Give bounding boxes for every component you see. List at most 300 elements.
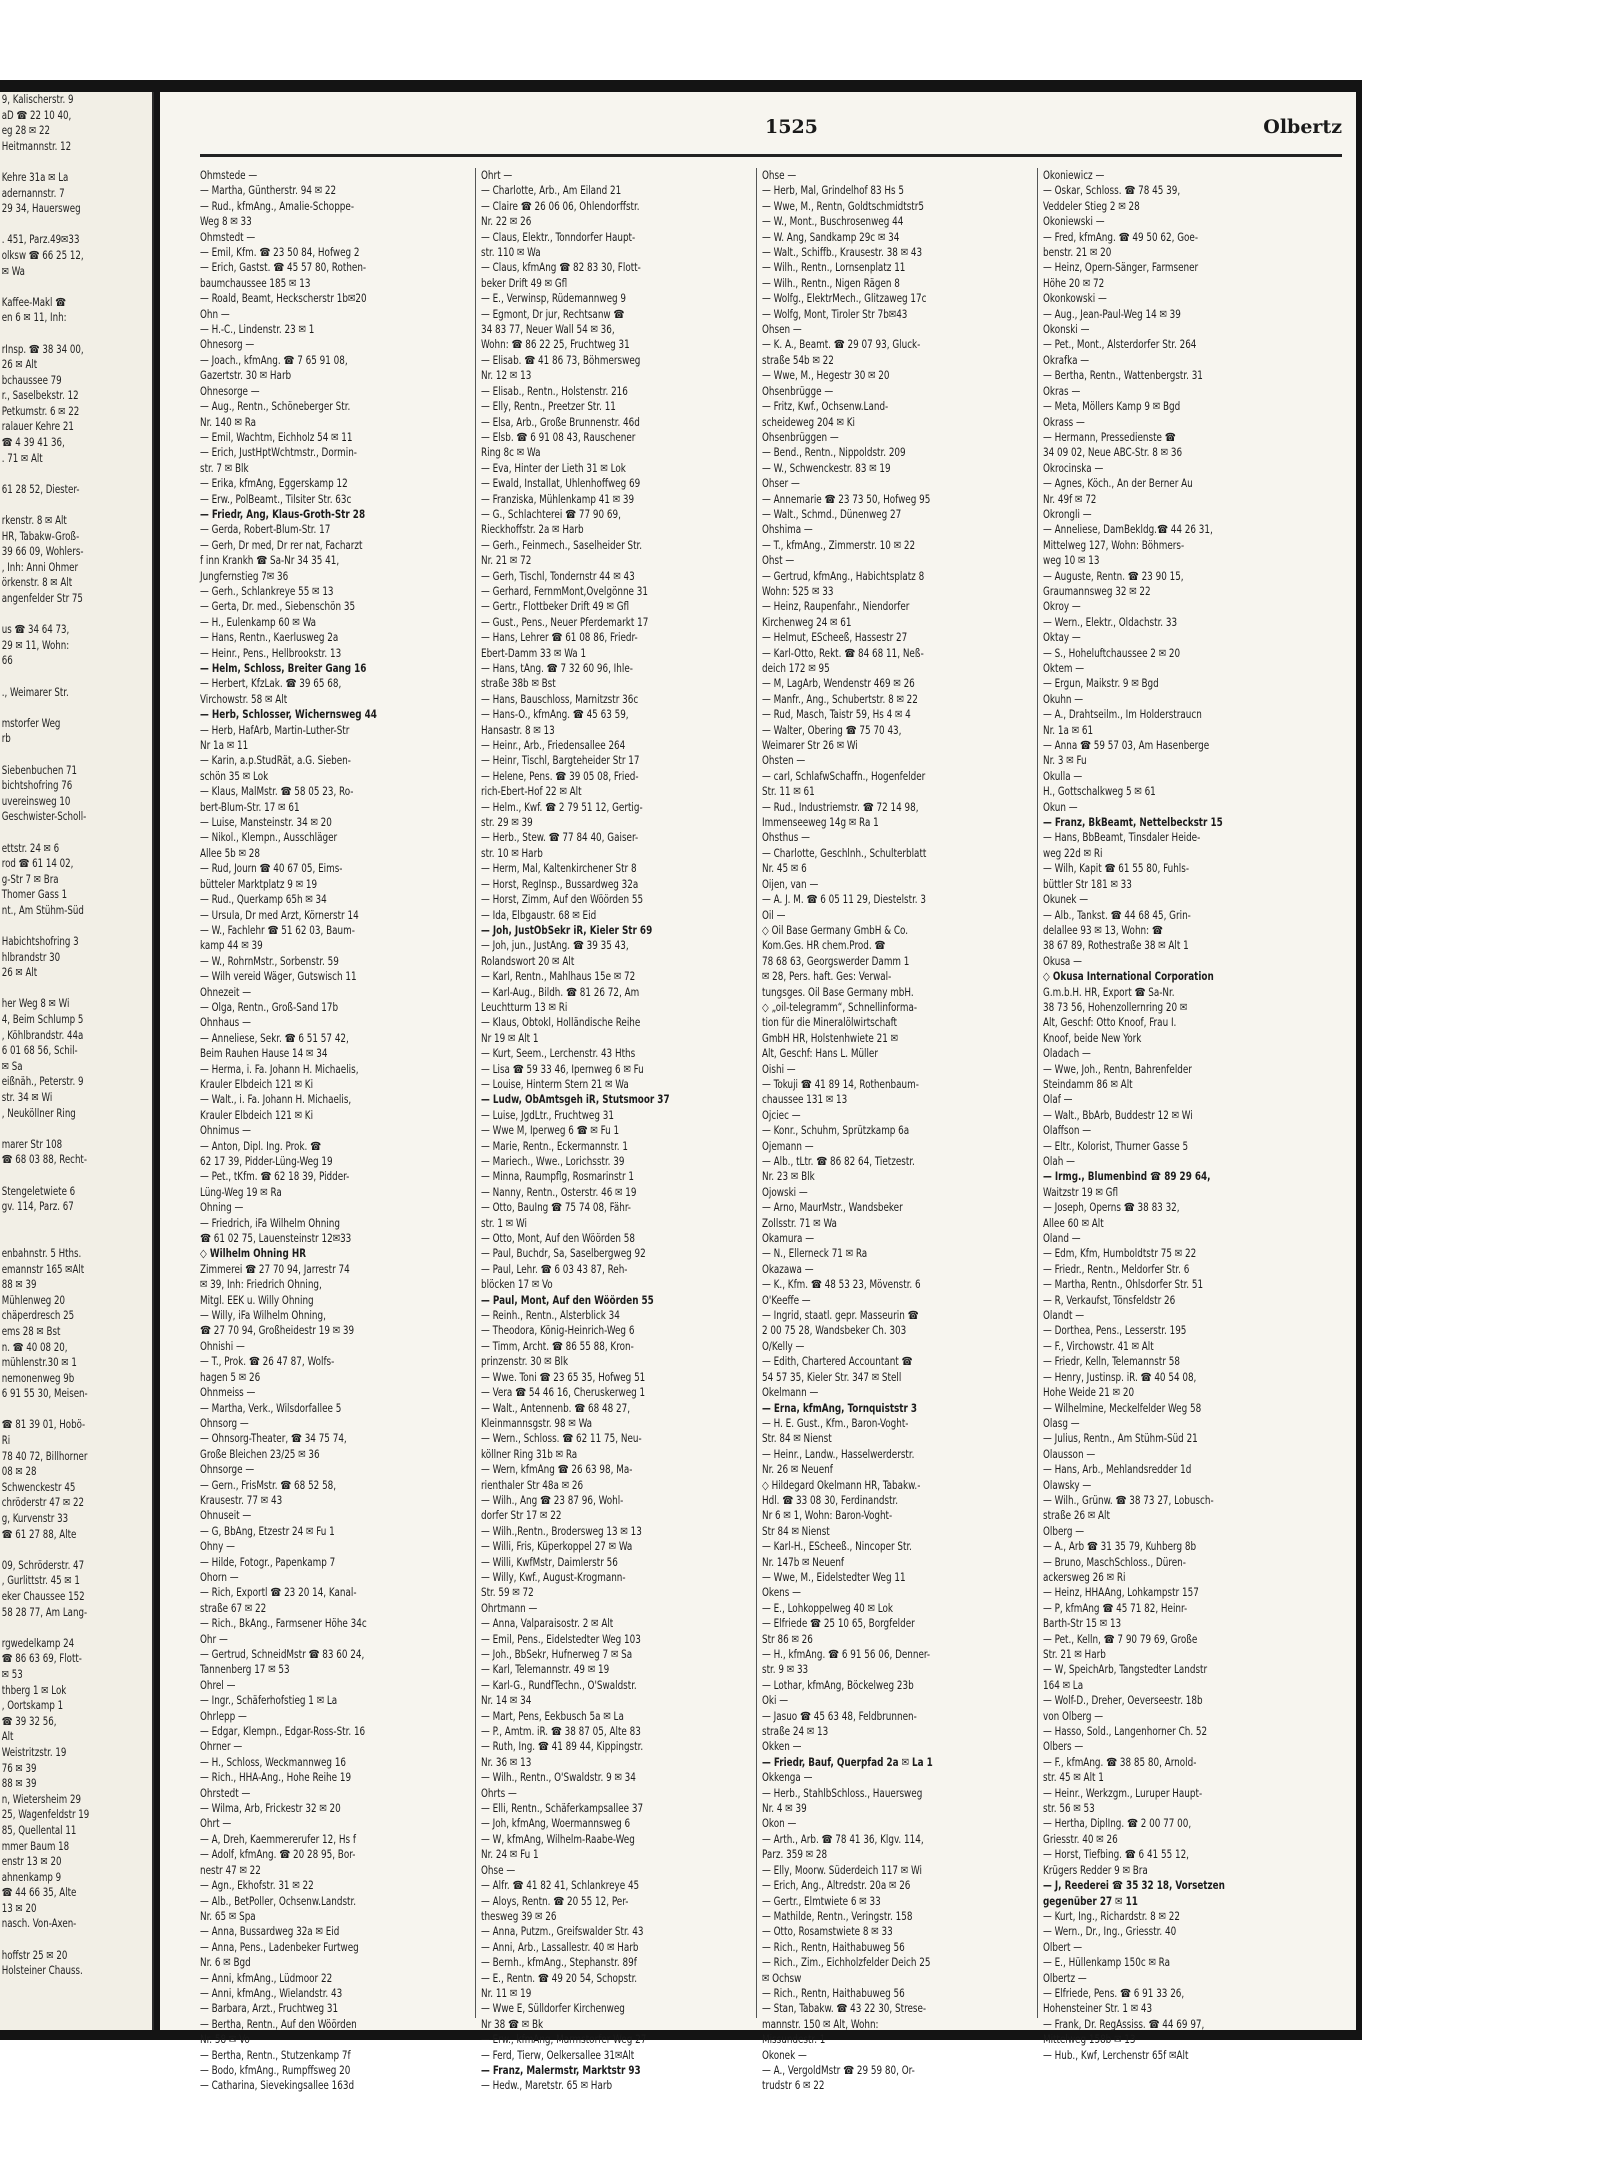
directory-entry: — Anna, Valparaisostr. 2 ✉ Alt <box>481 1616 614 1631</box>
directory-entry: Okroy — <box>1043 599 1081 614</box>
directory-entry: — Walt., Schiffb., Krausestr. 38 ✉ 43 <box>762 245 923 260</box>
directory-entry: — F., kfmAng. ☎ 38 85 80, Arnold- <box>1043 1754 1197 1769</box>
directory-entry: Ohny — <box>200 1539 235 1554</box>
directory-entry: Str 86 ✉ 26 <box>762 1631 813 1646</box>
directory-entry: bütteler Marktplatz 9 ✉ 19 <box>200 876 318 891</box>
directory-entry: — Gerda, Robert-Blum-Str. 17 <box>200 522 331 537</box>
directory-entry: — W, kfmAng, Wilhelm-Raabe-Weg <box>481 1831 635 1846</box>
directory-entry: — G, BbAng, Etzestr 24 ✉ Fu 1 <box>200 1523 335 1538</box>
directory-entry: rienthaler Str 48a ✉ 26 <box>481 1477 584 1492</box>
directory-entry: — Egmont, Dr jur, Rechtsanw ☎ <box>481 306 625 321</box>
directory-entry: — Elisab., Rentn., Holstenstr. 216 <box>481 383 628 398</box>
directory-entry: Str 84 ✉ Nienst <box>762 1523 830 1538</box>
left-page-line <box>0 1932 131 1948</box>
directory-entry: — Gerh, Dr med, Dr rer nat, Facharzt <box>200 537 363 552</box>
directory-entry: — Pet., Mont., Alsterdorfer Str. 264 <box>1043 337 1197 352</box>
left-page-line: ☎ 86 63 69, Flott- <box>1 1652 82 1666</box>
column-divider <box>756 168 757 2018</box>
left-page-line: ☎ 81 39 01, Hobö- <box>1 1418 86 1432</box>
left-page-line: g, Kurvenstr 33 <box>1 1512 69 1526</box>
left-page-line: nemonenweg 9b <box>1 1371 75 1385</box>
directory-entry: — Helm, Schloss, Breiter Gang 16 <box>200 661 367 675</box>
directory-entry: Okoniewicz — <box>1043 168 1105 182</box>
directory-entry: — Wwe, M., Hegestr 30 ✉ 20 <box>762 368 890 383</box>
directory-entry: Olawsky — <box>1043 1477 1092 1492</box>
directory-entry: Parz. 359 ✉ 28 <box>762 1847 828 1862</box>
directory-entry: benstr. 21 ✉ 20 <box>1043 245 1112 260</box>
directory-entry: str. 45 ✉ Alt 1 <box>1043 1770 1104 1785</box>
directory-entry: — Anneliese, Sekr. ☎ 6 51 57 42, <box>200 1030 349 1045</box>
directory-entry: — Elli, Rentn., Schäferkampsallee 37 <box>481 1801 644 1816</box>
directory-entry: ackersweg 26 ✉ Ri <box>1043 1569 1126 1584</box>
directory-entry: GmbH HR, Holstenhwiete 21 ✉ <box>762 1030 899 1045</box>
directory-entry: — Walt., BbArb, Buddestr 12 ✉ Wi <box>1043 1107 1193 1122</box>
directory-entry: — W., RohrnMstr., Sorbenstr. 59 <box>200 953 339 968</box>
directory-entry: Okonek — <box>762 2047 807 2062</box>
directory-entry: — Friedrich, iFa Wilhelm Ohning <box>200 1215 340 1230</box>
directory-entry: Okun — <box>1043 799 1078 814</box>
directory-entry: Waitzstr 19 ✉ Gfl <box>1043 1184 1119 1199</box>
directory-entry: — Walter, Obering ☎ 75 70 43, <box>762 722 902 737</box>
left-page-line: , Neuköllner Ring <box>1 1106 76 1120</box>
directory-entry: Oladach — <box>1043 1046 1091 1061</box>
directory-entry: Oil — <box>762 907 786 922</box>
directory-entry: Immenseeweg 14g ✉ Ra 1 <box>762 815 879 830</box>
directory-entry: — M, LagArb, Wendenstr 469 ✉ 26 <box>762 676 915 691</box>
left-page-line: rod ☎ 61 14 02, <box>1 857 74 871</box>
left-page-line: adernannstr. 7 <box>1 186 65 200</box>
column-3 <box>762 168 1030 2093</box>
directory-entry: — Karl-Otto, Rekt. ☎ 84 68 11, Neß- <box>762 645 924 660</box>
directory-entry: — Marie, Rentn., Eckermannstr. 1 <box>481 1138 629 1153</box>
directory-entry: Allee 5b ✉ 28 <box>200 845 260 860</box>
directory-entry: rich-Ebert-Hof 22 ✉ Alt <box>481 784 582 799</box>
left-page-line: 26 ✉ Alt <box>1 966 38 980</box>
left-page-line: n, Wietersheim 29 <box>1 1792 81 1806</box>
directory-entry: Mitgl. EEK u. Willy Ohning <box>200 1292 314 1307</box>
column-divider <box>475 168 476 2018</box>
directory-entry: — Rich., Rentn, Haithabuweg 56 <box>762 1985 905 2000</box>
directory-entry: — Hans-O., kfmAng. ☎ 45 63 59, <box>481 707 629 722</box>
directory-entry: Griesstr. 40 ✉ 26 <box>1043 1831 1118 1846</box>
directory-entry: Nr. 24 ✉ Fu 1 <box>481 1847 539 1862</box>
left-page-line: ettstr. 24 ✉ 6 <box>1 841 60 855</box>
directory-entry: — Karl, Rentn., Mahlhaus 15e ✉ 72 <box>481 969 636 984</box>
left-page-line: Weistritzstr. 19 <box>1 1745 67 1759</box>
directory-entry: — Wilh., Rentn., Lornsenplatz 11 <box>762 260 906 275</box>
directory-entry: — S., Hoheluftchaussee 2 ✉ 20 <box>1043 645 1181 660</box>
left-page-line <box>0 1402 131 1418</box>
left-page-line: 39 66 09, Wohlers- <box>1 545 84 559</box>
directory-entry: — Emil, Wachtm, Eichholz 54 ✉ 11 <box>200 429 353 444</box>
left-page-line: ralauer Kehre 21 <box>1 420 74 434</box>
directory-entry: — Luise, JgdLtr., Fruchtweg 31 <box>481 1107 614 1122</box>
directory-entry: Nr. 14 ✉ 34 <box>481 1693 532 1708</box>
directory-entry: straße 54b ✉ 22 <box>762 352 834 367</box>
directory-entry: nestr 47 ✉ 22 <box>200 1862 261 1877</box>
directory-entry: — W. Ang, Sandkamp 29c ✉ 34 <box>762 229 900 244</box>
directory-entry: — Elfriede, Pens. ☎ 6 91 33 26, <box>1043 1985 1185 2000</box>
directory-entry: Mittelweg 127, Wohn: Böhmers- <box>1043 537 1185 552</box>
directory-entry: — Herm, Mal, Kaltenkirchener Str 8 <box>481 861 637 876</box>
directory-entry: Ohnhaus — <box>200 1015 251 1030</box>
directory-entry: Okens — <box>762 1585 801 1600</box>
directory-entry: Beim Rauhen Hause 14 ✉ 34 <box>200 1046 328 1061</box>
directory-entry: Nr 6 ✉ 1, Wohn: Baron-Voght- <box>762 1508 893 1523</box>
directory-entry: — Dorthea, Pens., Lesserstr. 195 <box>1043 1323 1187 1338</box>
directory-entry: Ohnishi — <box>200 1338 245 1353</box>
directory-entry: thesweg 39 ✉ 26 <box>481 1908 557 1923</box>
directory-entry: Nr. 11 ✉ 19 <box>481 1985 532 2000</box>
left-page-line <box>0 1168 131 1184</box>
left-page-line: ☎ 39 32 56, <box>1 1714 57 1728</box>
directory-entry: Nr. 65 ✉ Spa <box>200 1908 256 1923</box>
directory-entry: ◇ Hildegard Okelmann HR, Tabakw.- <box>762 1477 921 1492</box>
directory-entry: — Gerta, Dr. med., Siebenschön 35 <box>200 599 356 614</box>
directory-entry: Ohrt — <box>200 1816 232 1831</box>
left-page-line: 4, Beim Schlump 5 <box>1 1013 84 1027</box>
directory-entry: chaussee 131 ✉ 13 <box>762 1092 848 1107</box>
left-page-line: 6 91 55 30, Meisen- <box>1 1387 88 1401</box>
directory-entry: tion für die Mineralölwirtschaft <box>762 1015 897 1030</box>
directory-entry: — Eltr., Kolorist, Thurner Gasse 5 <box>1043 1138 1189 1153</box>
left-page-line <box>0 918 131 934</box>
directory-entry: — Hans, Lehrer ☎ 61 08 86, Friedr- <box>481 630 638 645</box>
directory-entry: Ohst — <box>762 553 795 568</box>
left-page-line: enbahnstr. 5 Hths. <box>1 1246 82 1260</box>
directory-entry: — Gerhard, FernmMont,Ovelgönne 31 <box>481 583 648 598</box>
directory-entry: — E., Hüllenkamp 150c ✉ Ra <box>1043 1955 1170 1970</box>
directory-entry: — Klaus, MalMstr. ☎ 58 05 23, Ro- <box>200 784 354 799</box>
directory-entry: — Herbert, KfzLak. ☎ 39 65 68, <box>200 676 342 691</box>
directory-entry: — Irmg., Blumenbind ☎ 89 29 64, <box>1043 1169 1211 1184</box>
directory-entry: — Anna ☎ 59 57 03, Am Hasenberge <box>1043 738 1210 753</box>
directory-entry: Alt, Geschf: Otto Knoof, Frau I. <box>1043 1015 1177 1030</box>
left-page-line: ahnenkamp 9 <box>1 1870 62 1884</box>
directory-entry: 62 17 39, Pidder-Lüng-Weg 19 <box>200 1154 333 1168</box>
left-page-line: 66 <box>1 654 13 668</box>
left-page-line: chröderstr 47 ✉ 22 <box>1 1496 84 1510</box>
page-running-head: Olbertz <box>1263 116 1342 138</box>
left-page-line: ☎ 44 66 35, Alte <box>1 1886 77 1900</box>
directory-entry: — Ludw, ObAmtsgeh iR, Stutsmoor 37 <box>481 1092 670 1107</box>
directory-entry: — A, Dreh, Kaemmererufer 12, Hs f <box>200 1831 356 1846</box>
directory-entry: — Klaus, Obtokl, Holländische Reihe <box>481 1015 641 1030</box>
directory-entry: Ohorn — <box>200 1569 239 1584</box>
directory-entry: — Alfr. ☎ 41 82 41, Schlankreye 45 <box>481 1878 640 1893</box>
left-page-line: eißnäh., Peterstr. 9 <box>1 1075 84 1089</box>
left-page-line: Thomer Gass 1 <box>1 888 68 902</box>
left-page-line: 08 ✉ 28 <box>1 1465 37 1479</box>
directory-entry: — Wilh, Kapit ☎ 61 55 80, Fuhls- <box>1043 861 1190 876</box>
directory-entry: Krauler Elbdeich 121 ✉ Ki <box>200 1076 314 1091</box>
directory-entry: Hohensteiner Str. 1 ✉ 43 <box>1043 2001 1153 2016</box>
directory-entry: straße 38b ✉ Bst <box>481 676 556 691</box>
directory-entry: Nr. 1a ✉ 61 <box>1043 722 1094 737</box>
left-page-line: olksw ☎ 66 25 12, <box>1 248 84 262</box>
directory-entry: — Hans, Rentn., Kaerlusweg 2a <box>200 630 339 645</box>
directory-entry: — Roald, Beamt, Heckscherstr 1b✉20 <box>200 291 367 306</box>
directory-entry: Ohning — <box>200 1200 244 1215</box>
column-1 <box>200 168 468 2093</box>
directory-entry: — Hasso, Sold., Langenhorner Ch. 52 <box>1043 1724 1208 1739</box>
directory-entry: Ohnesorg — <box>200 337 255 352</box>
directory-entry: — Walt., Antennenb. ☎ 68 48 27, <box>481 1400 631 1415</box>
directory-entry: — carl, SchlafwSchaffn., Hogenfelder <box>762 768 926 783</box>
directory-entry: Ohr — <box>200 1631 228 1646</box>
directory-entry: Okazawa — <box>762 1261 814 1276</box>
directory-entry: Ojowski — <box>762 1184 808 1199</box>
directory-entry: — Wwe M, Iperweg 6 ☎ ✉ Fu 1 <box>481 1123 620 1138</box>
directory-entry: Rolandswort 20 ✉ Alt <box>481 953 575 968</box>
directory-entry: Okrass — <box>1043 414 1085 429</box>
directory-entry: Okoniewski — <box>1043 214 1105 229</box>
directory-entry: — Helm., Kwf. ☎ 2 79 51 12, Gertig- <box>481 799 643 814</box>
directory-entry: Ohnsorg — <box>200 1415 249 1430</box>
directory-entry: — Pet., tKfm. ☎ 62 18 39, Pidder- <box>200 1169 350 1184</box>
directory-entry: — W., Mont., Buschrosenweg 44 <box>762 214 904 229</box>
directory-entry: Ohnimus — <box>200 1123 251 1138</box>
directory-entry: Ebert-Damm 33 ✉ Wa 1 <box>481 645 587 660</box>
directory-entry: Ohsten — <box>762 753 806 768</box>
directory-entry: — Anton, Dipl. Ing. Prok. ☎ <box>200 1138 322 1153</box>
directory-entry: Okamura — <box>762 1231 815 1246</box>
left-page-line: ✉ Wa <box>1 264 25 278</box>
directory-entry: — Wolfg., ElektrMech., Glitzaweg 17c <box>762 291 927 306</box>
left-page-line: Mühlenweg 20 <box>1 1293 66 1307</box>
directory-entry: Okkenga — <box>762 1770 813 1785</box>
directory-entry: prinzenstr. 30 ✉ Blk <box>481 1354 569 1369</box>
directory-entry: — Wilh., Rentn., O'Swaldstr. 9 ✉ 34 <box>481 1770 636 1785</box>
directory-entry: — Timm, Archt. ☎ 86 55 88, Kron- <box>481 1338 634 1353</box>
directory-entry: — Ingrid, staatl. gepr. Masseurin ☎ <box>762 1308 919 1323</box>
directory-entry: — Rich., Zim., Eichholzfelder Deich 25 <box>762 1955 931 1970</box>
directory-entry: — Wwe, Joh., Rentn, Bahrenfelder <box>1043 1061 1192 1076</box>
left-page-line: Holsteiner Chauss. <box>1 1964 83 1978</box>
left-page-line: 88 ✉ 39 <box>1 1777 37 1791</box>
left-page-line <box>0 825 131 841</box>
left-page-line <box>0 497 131 513</box>
directory-entry: — Heinr., Landw., Hasselwerderstr. <box>762 1446 915 1461</box>
directory-entry: Olbert — <box>1043 1939 1083 1954</box>
directory-entry: Höhe 20 ✉ 72 <box>1043 275 1105 290</box>
directory-entry: — Bruno, MaschSchloss., Düren- <box>1043 1554 1186 1569</box>
left-page-line: gv. 114, Parz. 67 <box>1 1200 74 1214</box>
directory-entry: Ohnmeiss — <box>200 1385 256 1400</box>
directory-entry: weg 22d ✉ Ri <box>1043 845 1103 860</box>
directory-entry: — Horst, Tiefbing. ☎ 6 41 55 12, <box>1043 1847 1189 1862</box>
directory-entry: — Wilma, Arb, Frickestr 32 ✉ 20 <box>200 1801 341 1816</box>
directory-entry: Ohmstedt — <box>200 229 256 244</box>
directory-entry: 54 57 35, Kieler Str. 347 ✉ Stell <box>762 1369 902 1384</box>
directory-entry: — Joseph, Operns ☎ 38 83 32, <box>1043 1200 1180 1215</box>
left-page-line <box>0 217 131 233</box>
directory-entry: — Erich, JustHptWchtmstr., Dormin- <box>200 445 357 460</box>
directory-entry: — Heinr., Pens., Hellbrookstr. 13 <box>200 645 342 660</box>
directory-entry: Oktem — <box>1043 661 1085 675</box>
directory-entry: — Claire ☎ 26 06 06, Ohlendorffstr. <box>481 198 640 213</box>
directory-entry: — Gertrud, SchneidMstr ☎ 83 60 24, <box>200 1647 365 1661</box>
directory-entry: — H., Eulenkamp 60 ✉ Wa <box>200 614 317 629</box>
directory-entry: ☎ 27 70 94, Großheidestr 19 ✉ 39 <box>200 1323 355 1338</box>
directory-entry: — Lothar, kfmAng, Böckelweg 23b <box>762 1677 914 1692</box>
left-page-line: 61 28 52, Diester- <box>1 482 80 496</box>
directory-entry: Olah — <box>1043 1154 1075 1168</box>
directory-entry: Nr 19 ✉ Alt 1 <box>481 1030 539 1045</box>
directory-entry: — Agnes, Köch., An der Berner Au <box>1043 476 1193 491</box>
directory-entry: — G., Schlachterei ☎ 77 90 69, <box>481 506 621 521</box>
directory-entry: str. 9 ✉ 33 <box>762 1662 809 1677</box>
directory-entry: straße 26 ✉ Alt <box>1043 1508 1110 1523</box>
directory-entry: Leuchtturm 13 ✉ Ri <box>481 999 568 1014</box>
left-page-line: , Gurlittstr. 45 ✉ 1 <box>1 1574 80 1588</box>
directory-entry: ✉ 39, Inh: Friedrich Ohning, <box>200 1277 322 1292</box>
directory-entry: ◇ „oil-telegramm“, Schnellinforma- <box>762 999 918 1014</box>
directory-entry: Ohsenbrügge — <box>762 383 834 398</box>
directory-entry: — Otto, Rosamstwiete 8 ✉ 33 <box>762 1924 893 1939</box>
directory-entry: Krausestr. 77 ✉ 43 <box>200 1492 283 1507</box>
directory-entry: büttler Str 181 ✉ 33 <box>1043 876 1132 891</box>
directory-entry: — Erich, Gastst. ☎ 45 57 80, Rothen- <box>200 260 367 275</box>
directory-entry: — Wwe, M., Eidelstedter Weg 11 <box>762 1569 906 1584</box>
directory-entry: Veddeler Stieg 2 ✉ 28 <box>1043 198 1140 213</box>
directory-entry: Mittelweg 158b ✉ 13 <box>1043 2032 1136 2047</box>
directory-entry: — Anni, Arb., Lassallestr. 40 ✉ Harb <box>481 1939 639 1954</box>
left-page-line: n. ☎ 40 08 20, <box>1 1340 68 1354</box>
directory-entry: — Rud., kfmAng., Amalie-Schoppe- <box>200 198 355 213</box>
directory-entry: — A., VergoldMstr ☎ 29 59 80, Or- <box>762 2062 915 2077</box>
directory-entry: — Ruth, Ing. ☎ 41 89 44, Kippingstr. <box>481 1739 644 1754</box>
directory-entry: — Wern., Schloss. ☎ 62 11 75, Neu- <box>481 1431 642 1446</box>
directory-entry: Olbers — <box>1043 1739 1084 1754</box>
left-page-line: nasch. Von-Axen- <box>1 1917 77 1931</box>
directory-entry: weg 10 ✉ 13 <box>1043 553 1100 568</box>
directory-entry: — Bodo, kfmAng., Rumpffsweg 20 <box>200 2062 351 2077</box>
directory-entry: — Frank, Dr. RegAssiss. ☎ 44 69 97, <box>1043 2016 1205 2031</box>
directory-entry: — Hilde, Fotogr., Papenkamp 7 <box>200 1554 336 1569</box>
left-page-line: enstr 13 ✉ 20 <box>1 1855 62 1869</box>
left-page-line: ems 28 ✉ Bst <box>1 1324 61 1338</box>
left-page-line: ☎ 4 39 41 36, <box>1 436 65 450</box>
directory-entry: f inn Krankh ☎ Sa-Nr 34 35 41, <box>200 553 340 568</box>
left-page-line: hlbrandstr 30 <box>1 950 61 964</box>
directory-entry: schön 35 ✉ Lok <box>200 768 269 783</box>
directory-entry: — Lisa ☎ 59 33 46, Ipernweg 6 ✉ Fu <box>481 1061 644 1076</box>
directory-entry: — Kurt, Ing., Richardstr. 8 ✉ 22 <box>1043 1908 1180 1923</box>
directory-entry: — Wwe. Toni ☎ 23 65 35, Hofweg 51 <box>481 1369 646 1384</box>
directory-entry: Hdl. ☎ 33 08 30, Ferdinandstr. <box>762 1492 899 1507</box>
left-page-line: Kaffee-Makl ☎ <box>1 295 66 309</box>
directory-entry: — Adolf, kfmAng. ☎ 20 28 95, Bor- <box>200 1847 356 1862</box>
directory-entry: Ohse — <box>762 168 797 182</box>
left-page-line: bchaussee 79 <box>1 373 62 387</box>
left-page-line <box>0 466 131 482</box>
directory-entry: — Heinr., Werkzgm., Luruper Haupt- <box>1043 1785 1203 1800</box>
directory-entry: — Ursula, Dr med Arzt, Körnerstr 14 <box>200 907 359 922</box>
column-4 <box>1043 168 1311 2062</box>
directory-entry: — Friedr, Ang, Klaus-Groth-Str 28 <box>200 506 366 521</box>
directory-entry: str. 29 ✉ 39 <box>481 815 533 830</box>
directory-entry: Okelmann — <box>762 1385 819 1400</box>
left-page-line: uvereinsweg 10 <box>1 794 71 808</box>
directory-entry: — Karl-G., RundfTechn., O'Swaldstr. <box>481 1677 637 1692</box>
left-page-line <box>0 669 131 685</box>
directory-entry: — Wwe, M., Rentn, Goldtschmidtstr5 <box>762 198 924 213</box>
directory-entry: — Mariech., Wwe., Lorichsstr. 39 <box>481 1154 625 1168</box>
directory-entry: Krügers Redder 9 ✉ Bra <box>1043 1862 1148 1877</box>
left-page-line: g-Str 7 ✉ Bra <box>1 872 59 886</box>
directory-entry: mannstr. 150 ✉ Alt, Wohn: <box>762 2016 879 2031</box>
directory-entry: ◇ Oil Base Germany GmbH & Co. <box>762 922 909 937</box>
directory-entry: Ohmstede — <box>200 168 258 182</box>
directory-entry: Okulla — <box>1043 768 1083 783</box>
directory-entry: 34 83 77, Neuer Wall 54 ✉ 36, <box>481 322 615 337</box>
directory-entry: — J, Reederei ☎ 35 32 18, Vorsetzen <box>1043 1878 1225 1893</box>
left-page-line: 09, Schröderstr. 47 <box>1 1558 85 1572</box>
directory-entry: hagen 5 ✉ 26 <box>200 1369 261 1384</box>
directory-entry: 78 68 63, Georgswerder Damm 1 <box>762 953 910 968</box>
directory-entry: — Willy, iFa Wilhelm Ohning, <box>200 1308 326 1323</box>
directory-entry: — Joach., kfmAng. ☎ 7 65 91 08, <box>200 352 348 367</box>
directory-entry: — Erika, kfmAng, Eggerskamp 12 <box>200 476 348 491</box>
directory-entry: Okras — <box>1043 383 1081 398</box>
directory-entry: — Henry, Justinsp. iR. ☎ 40 54 08, <box>1043 1369 1197 1384</box>
left-page-line <box>0 1215 131 1231</box>
directory-entry: Rieckhoffstr. 2a ✉ Harb <box>481 522 584 537</box>
directory-entry: H., Gottschalkweg 5 ✉ 61 <box>1043 784 1156 799</box>
left-page-line: örkenstr. 8 ✉ Alt <box>1 576 73 590</box>
directory-entry: — Wern., Elektr., Oldachstr. 33 <box>1043 614 1178 629</box>
left-page-line: ✉ Sa <box>1 1059 23 1073</box>
left-page-line: chäperdresch 25 <box>1 1309 75 1323</box>
left-page-line <box>0 700 131 716</box>
directory-entry: — Herb., StahlbSchloss., Hauersweg <box>762 1785 923 1800</box>
directory-entry: — Walt., i. Fa. Johann H. Michaelis, <box>200 1092 352 1107</box>
directory-entry: — W., Schwenckestr. 83 ✉ 19 <box>762 460 891 475</box>
directory-entry: — Hans, Bauschloss, Marnitzstr 36c <box>481 691 639 706</box>
directory-entry: — P., Amtm. iR. ☎ 38 87 05, Alte 83 <box>481 1724 641 1739</box>
directory-entry: — Walt., Schmd., Dünenweg 27 <box>762 506 902 521</box>
directory-entry: — Annemarie ☎ 23 73 50, Hofweg 95 <box>762 491 931 506</box>
directory-entry: — Joh., BbSekr, Hufnerweg 7 ✉ Sa <box>481 1647 633 1661</box>
directory-entry: — Hans, tAng. ☎ 7 32 60 96, Ihle- <box>481 661 633 675</box>
directory-entry: — Erna, kfmAng, Tornquiststr 3 <box>762 1400 918 1415</box>
directory-entry: — Joh, jun., JustAng. ☎ 39 35 43, <box>481 938 629 953</box>
directory-entry: Knoof, beide New York <box>1043 1030 1142 1045</box>
directory-entry: Nr. 3 ✉ Fu <box>1043 753 1087 768</box>
directory-entry: Steindamm 86 ✉ Alt <box>1043 1076 1133 1091</box>
directory-entry: Okrafka — <box>1043 352 1090 367</box>
directory-entry: Barth-Str 15 ✉ 13 <box>1043 1616 1122 1631</box>
left-page-line <box>0 1121 131 1137</box>
directory-entry: — Nikol., Klempn., Ausschläger <box>200 830 338 845</box>
directory-entry: — Anna, Putzm., Greifswalder Str. 43 <box>481 1924 644 1939</box>
directory-entry: Okken — <box>762 1739 802 1754</box>
directory-entry: Ohrts — <box>481 1785 517 1800</box>
directory-entry: — Jasuo ☎ 45 63 48, Feldbrunnen- <box>762 1708 917 1723</box>
directory-entry: — Wern, kfmAng ☎ 26 63 98, Ma- <box>481 1462 633 1477</box>
directory-entry: tungsges. Oil Base Germany mbH. <box>762 984 914 999</box>
directory-entry: Nr. 36 ✉ 13 <box>481 1754 532 1769</box>
directory-entry: — Minna, Raumpflg, Rosmarinstr 1 <box>481 1169 635 1184</box>
directory-entry: — Martha, Rentn., Ohlsdorfer Str. 51 <box>1043 1277 1204 1292</box>
directory-entry: — H. E. Gust., Kfm., Baron-Voght- <box>762 1415 909 1430</box>
left-page-line: str. 34 ✉ Wi <box>1 1091 53 1104</box>
directory-entry: Ohnuseit — <box>200 1508 252 1523</box>
directory-entry: — Wern., Dr., Ing., Griesstr. 40 <box>1043 1924 1177 1939</box>
left-page-line: 29 ✉ 11, Wohn: <box>1 638 70 652</box>
directory-entry: Allee 60 ✉ Alt <box>1043 1215 1104 1230</box>
